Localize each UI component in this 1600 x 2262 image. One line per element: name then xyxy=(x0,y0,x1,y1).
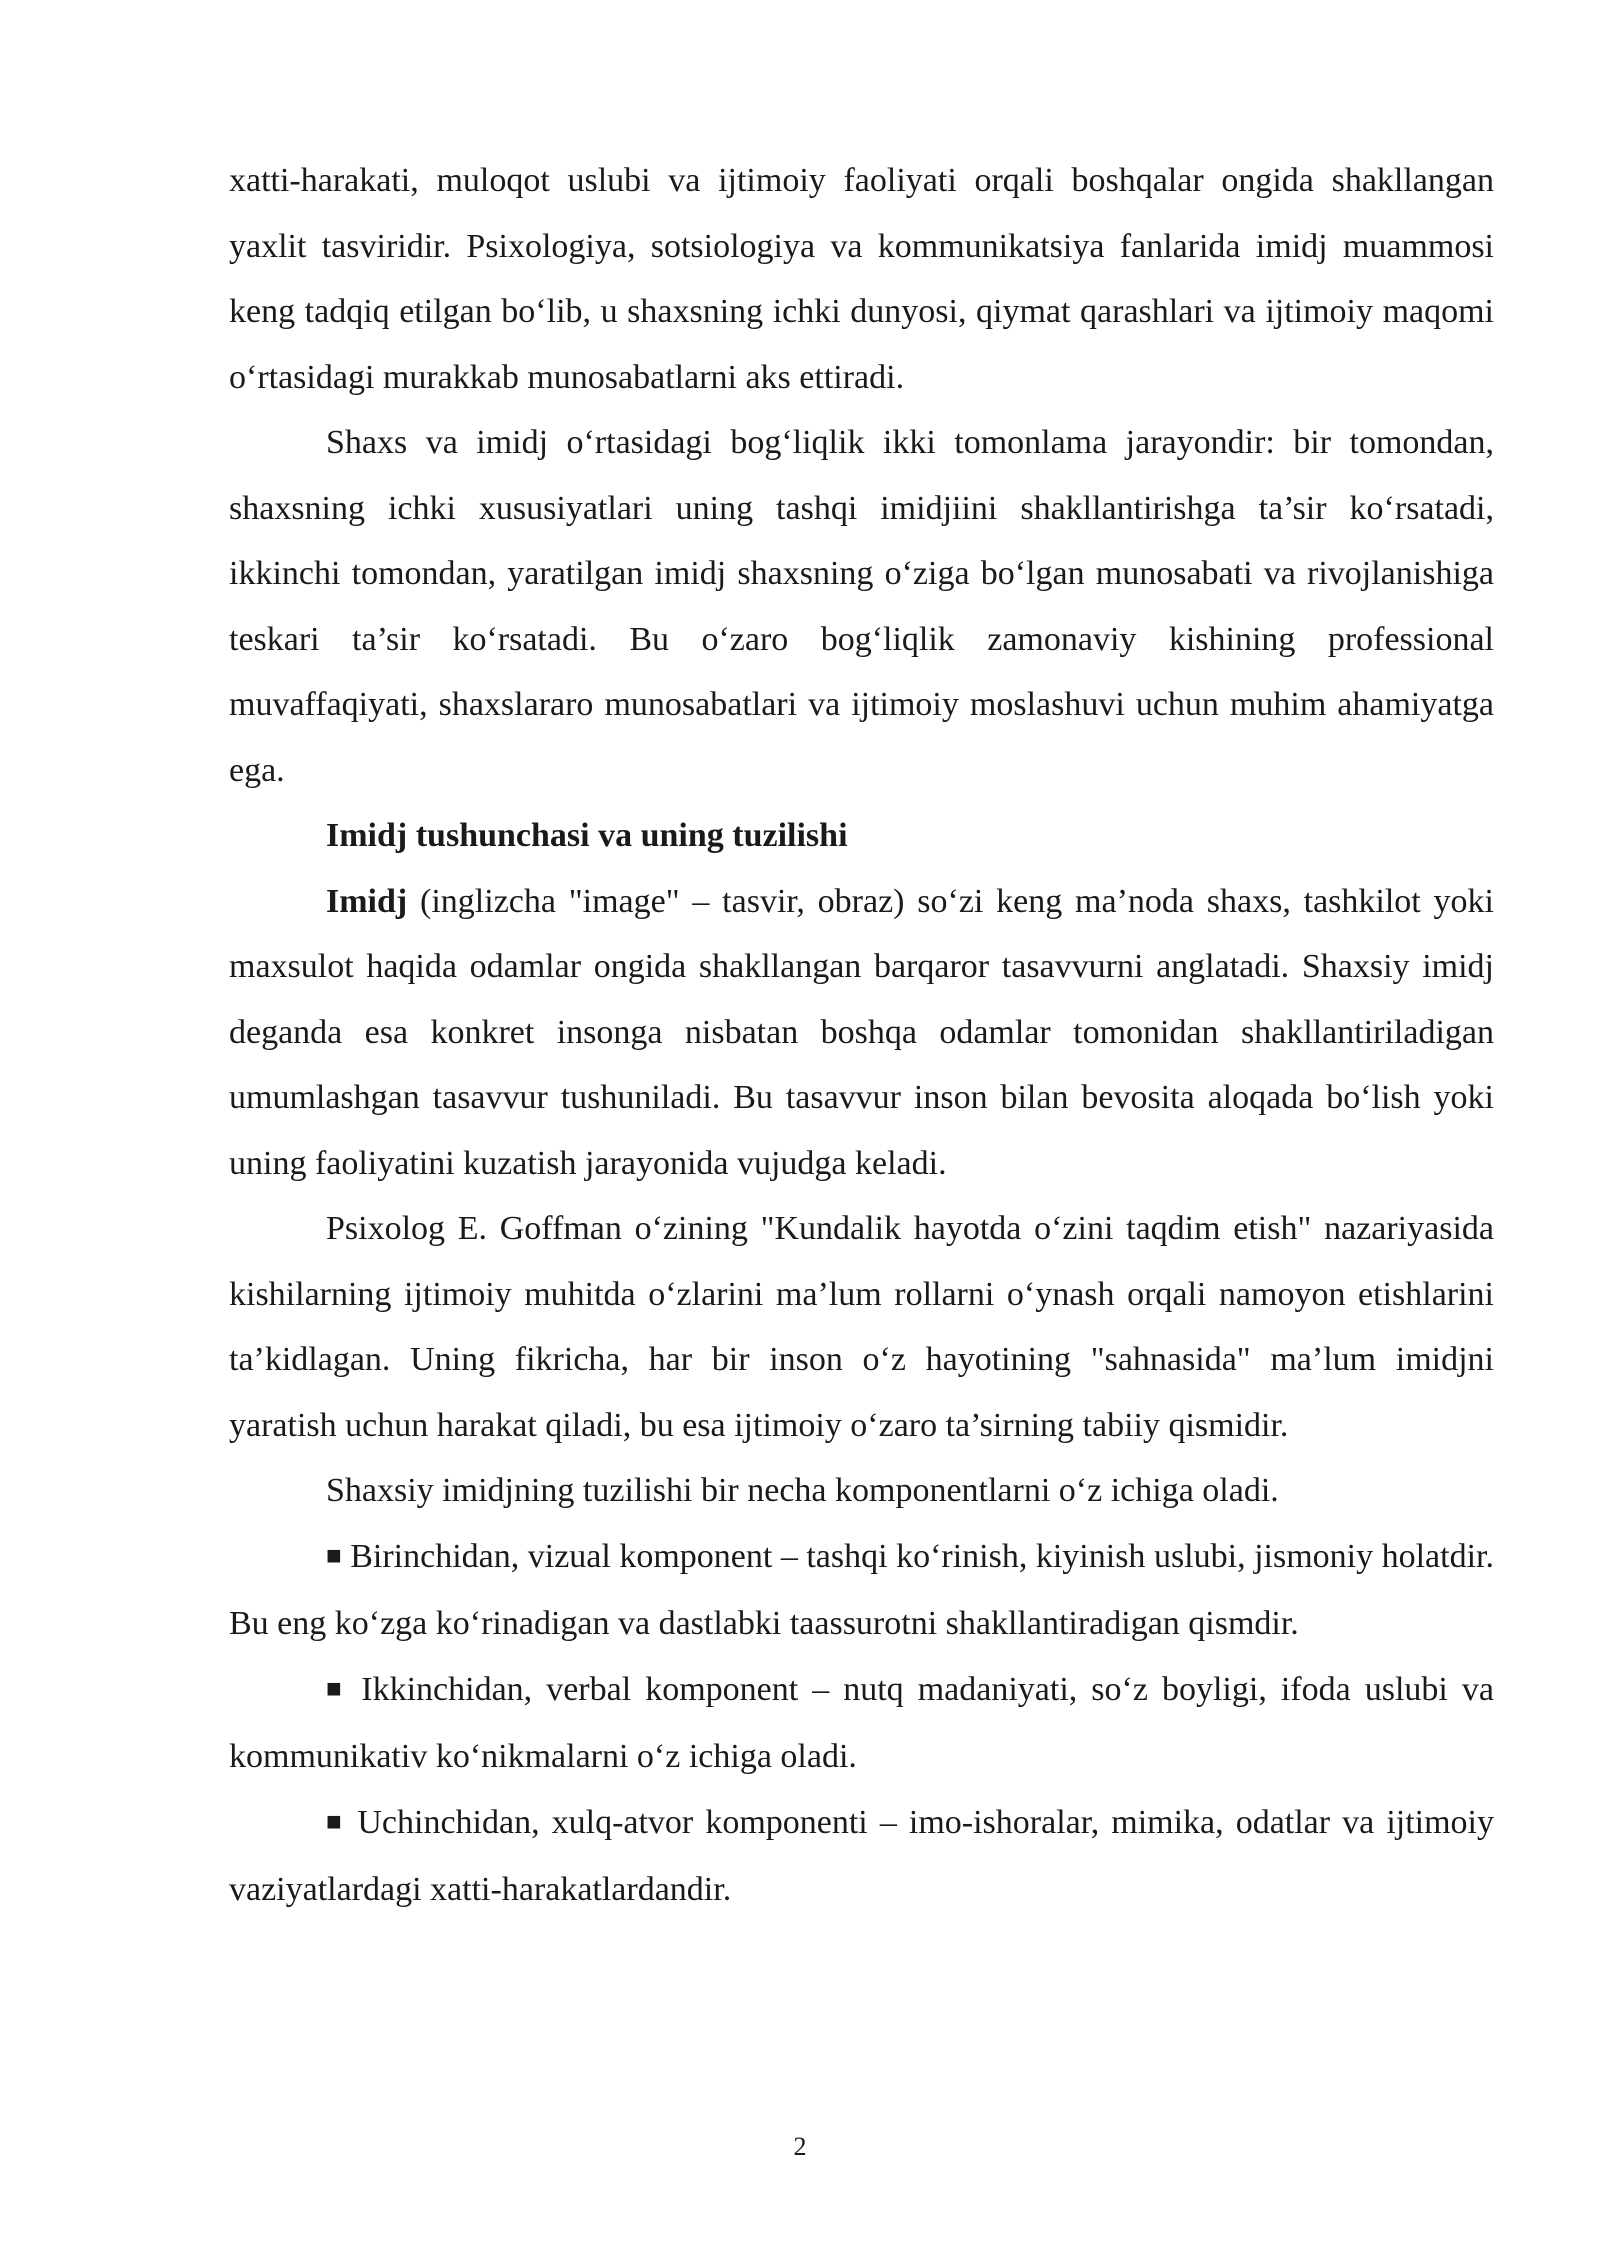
bullet-item-visual xyxy=(229,1524,1494,1657)
term-imidj: Imidj xyxy=(326,882,408,920)
bullet-text: Uchinchidan, xulq-atvor komponenti – imo-ishoralar, mimika, odatlar va ijtimoiy vaziyatlardagi xatti-harakatlardandir. xyxy=(229,1803,1494,1908)
bullet-text: Ikkinchidan, verbal komponent – nutq madaniyati, so‘z boyligi, ifoda uslubi va kommunikativ ko‘nikmalarni o‘z ichiga oladi. xyxy=(229,1670,1494,1775)
square-bullet-icon: ■ xyxy=(326,1540,342,1570)
paragraph-goffman: Psixolog E. Goffman o‘zining "Kundalik hayotda o‘zini taqdim etish" nazariyasida kishilarning ijtimoiy muhitda o‘zlarini ma’lum rollarni o‘ynash orqali namoyon etishlarini ta’kidlagan. Uning fikricha, har bir inson o‘z hayotining "sahnasida" ma’lum imidjni yaratish uchun harakat qiladi, bu esa ijtimoiy o‘zaro ta’sirning tabiiy qismidir. xyxy=(229,1210,1494,1444)
section-heading: Imidj tushunchasi va uning tuzilishi xyxy=(326,817,848,854)
paragraph-shaxs-imidj-relation: Shaxs va imidj o‘rtasidagi bog‘liqlik ikki tomonlama jarayondir: bir tomondan, shaxsning ichki xususiyatlari uning tashqi imidjiini shakllantirishga ta’sir ko‘rsatadi, ikkinchi tomondan, yaratilgan imidj shaxsning o‘ziga bo‘lgan munosabati va rivojlanishiga teskari ta’sir ko‘rsatadi. Bu o‘zaro bog‘liqlik zamonaviy kishining professional muvaffaqiyati, shaxslararo munosabatlari va ijtimoiy moslashuvi uchun muhim ahamiyatga ega. xyxy=(229,424,1494,789)
bullet-item-verbal xyxy=(229,1657,1494,1790)
square-bullet-icon: ■ xyxy=(326,1673,348,1703)
square-bullet-icon: ■ xyxy=(326,1806,346,1836)
paragraph-intro-continuation: xatti-harakati, muloqot uslubi va ijtimoiy faoliyati orqali boshqalar ongida shakllangan yaxlit tasviridir. Psixologiya, sotsiologiya va kommunikatsiya fanlarida imidj muammosi keng tadqiq etilgan bo‘lib, u shaxsning ichki dunyosi, qiymat qarashlari va ijtimoiy maqomi o‘rtasidagi murakkab munosabatlarni aks ettiradi. xyxy=(229,162,1494,396)
bullet-item-behavior xyxy=(229,1790,1494,1923)
bullet-text: Birinchidan, vizual komponent – tashqi ko‘rinish, kiyinish uslubi, jismoniy holatdir. Bu eng ko‘zga ko‘rinadigan va dastlabki taassurotni shakllantiradigan qismdir. xyxy=(229,1537,1494,1642)
document-body xyxy=(229,148,1494,1923)
paragraph-structure-intro: Shaxsiy imidjning tuzilishi bir necha komponentlarni o‘z ichiga oladi. xyxy=(326,1472,1279,1509)
imidj-definition-text: (inglizcha "image" – tasvir, obraz) so‘zi keng ma’noda shaxs, tashkilot yoki maxsulot haqida odamlar ongida shakllangan barqaror tasavvurni anglatadi. Shaxsiy imidj deganda esa konkret insonga nisbatan boshqa odamlar tomonidan shakllantiriladigan umumlashgan tasavvur tushuniladi. Bu tasavvur inson bilan bevosita aloqada bo‘lish yoki uning faoliyatini kuzatish jarayonida vujudga keladi. xyxy=(229,882,1494,1182)
page-number: 2 xyxy=(793,2132,807,2161)
paragraph-imidj-definition xyxy=(229,869,1494,1197)
